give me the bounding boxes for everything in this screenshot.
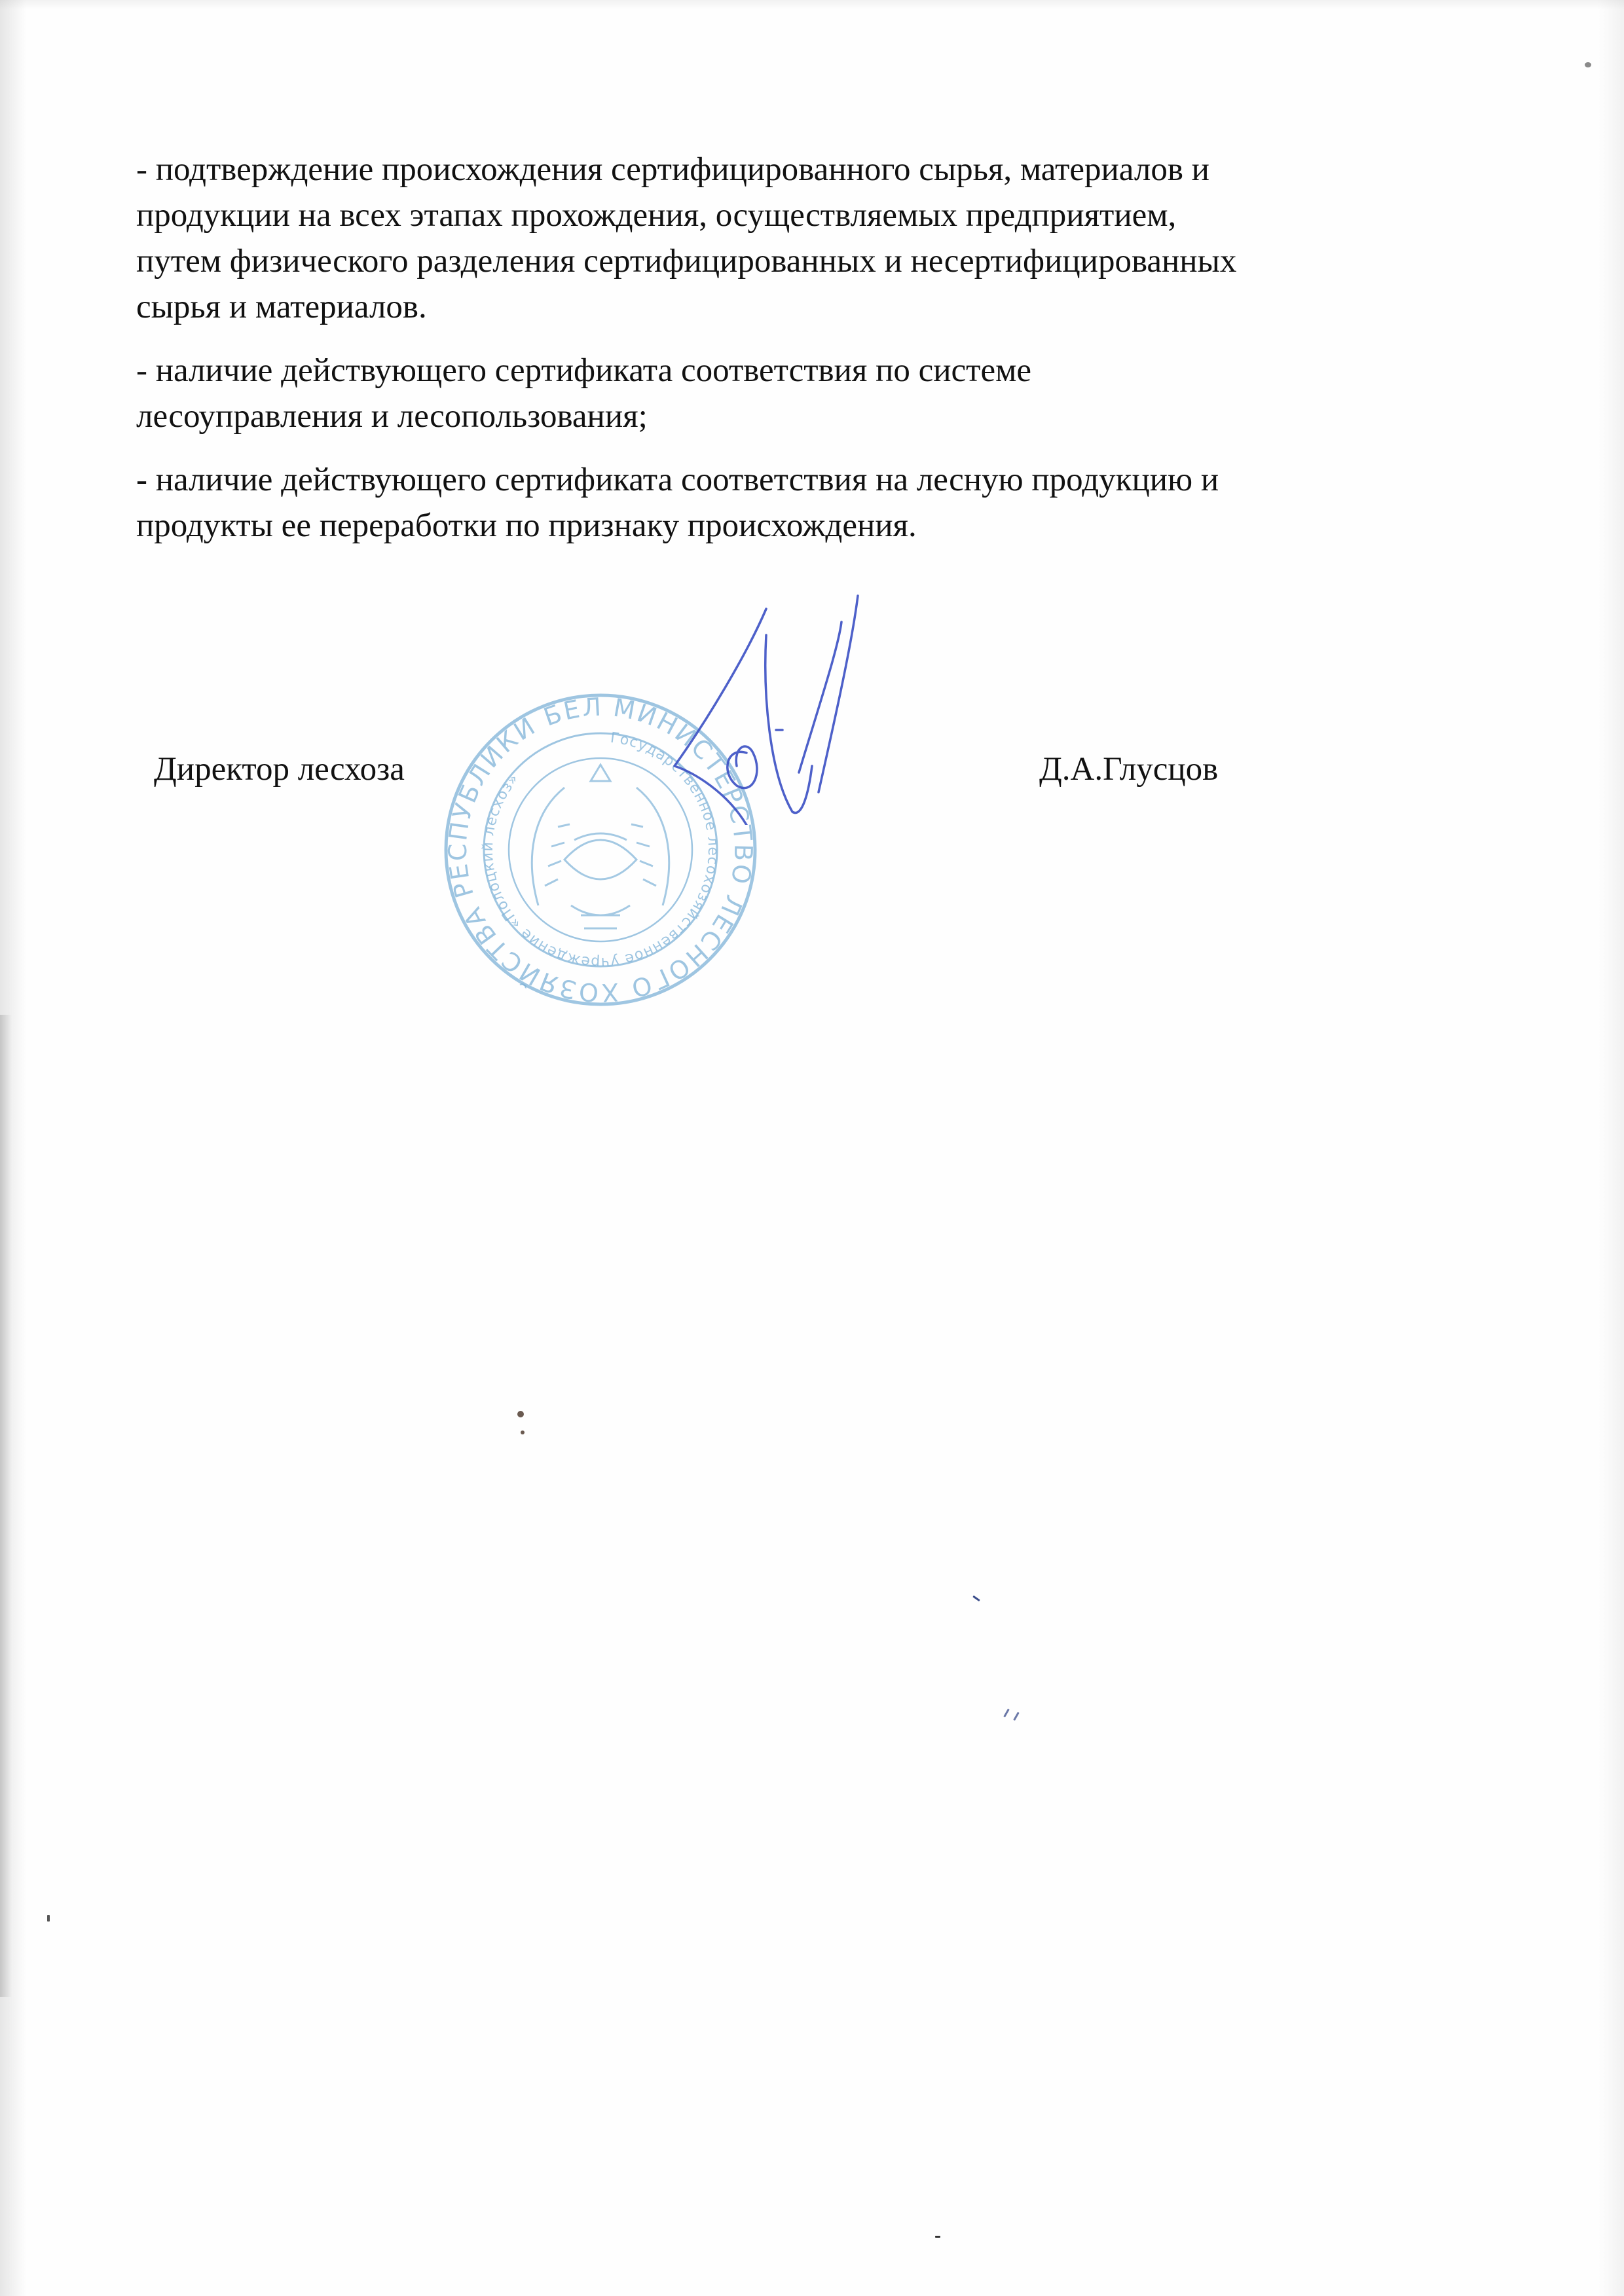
scan-speck [47,1915,50,1922]
scan-speck [521,1430,525,1434]
scan-speck [1003,1709,1010,1718]
paragraph-forest-management-certificate: - наличие действующего сертификата соответствия по системе лесоуправления и лесопользования; [136,352,1032,435]
signatory-name: Д.А.Глусцов [1039,751,1219,788]
paragraph-origin-confirmation: - подтверждение происхождения сертифицированного сырья, материалов и продукции на всех этапах прохождения, осуществляемых предприятием, путем физического разделения сертифицированных и несертифицированных сырья и материалов. [136,151,1237,325]
scan-speck [1585,62,1591,67]
scan-shadow-left-fold [0,1015,12,1997]
document-body [136,147,1524,566]
scan-speck [517,1411,524,1417]
handwritten-signature [655,576,930,825]
scan-speck [935,2236,940,2238]
stamp-inner-text: Государственное лесохозяйственное учреждение «Полоцкий лесхоз» [479,729,722,971]
scan-speck [972,1595,980,1601]
paragraph-product-certificate: - наличие действующего сертификата соответствия на лесную продукцию и продукты ее переработки по признаку происхождения. [136,462,1219,544]
scan-shadow-top [0,0,1624,9]
scan-speck [1013,1712,1020,1721]
scan-shadow-right [1598,0,1624,2296]
signatory-title: Директор лесхоза [154,751,405,788]
stamp-outer-text: МИНИСТЕРСТВО ЛЕСНОГО ХОЗЯЙСТВА РЕСПУБЛИКИ БЕЛАРУСЬ [443,692,758,1008]
